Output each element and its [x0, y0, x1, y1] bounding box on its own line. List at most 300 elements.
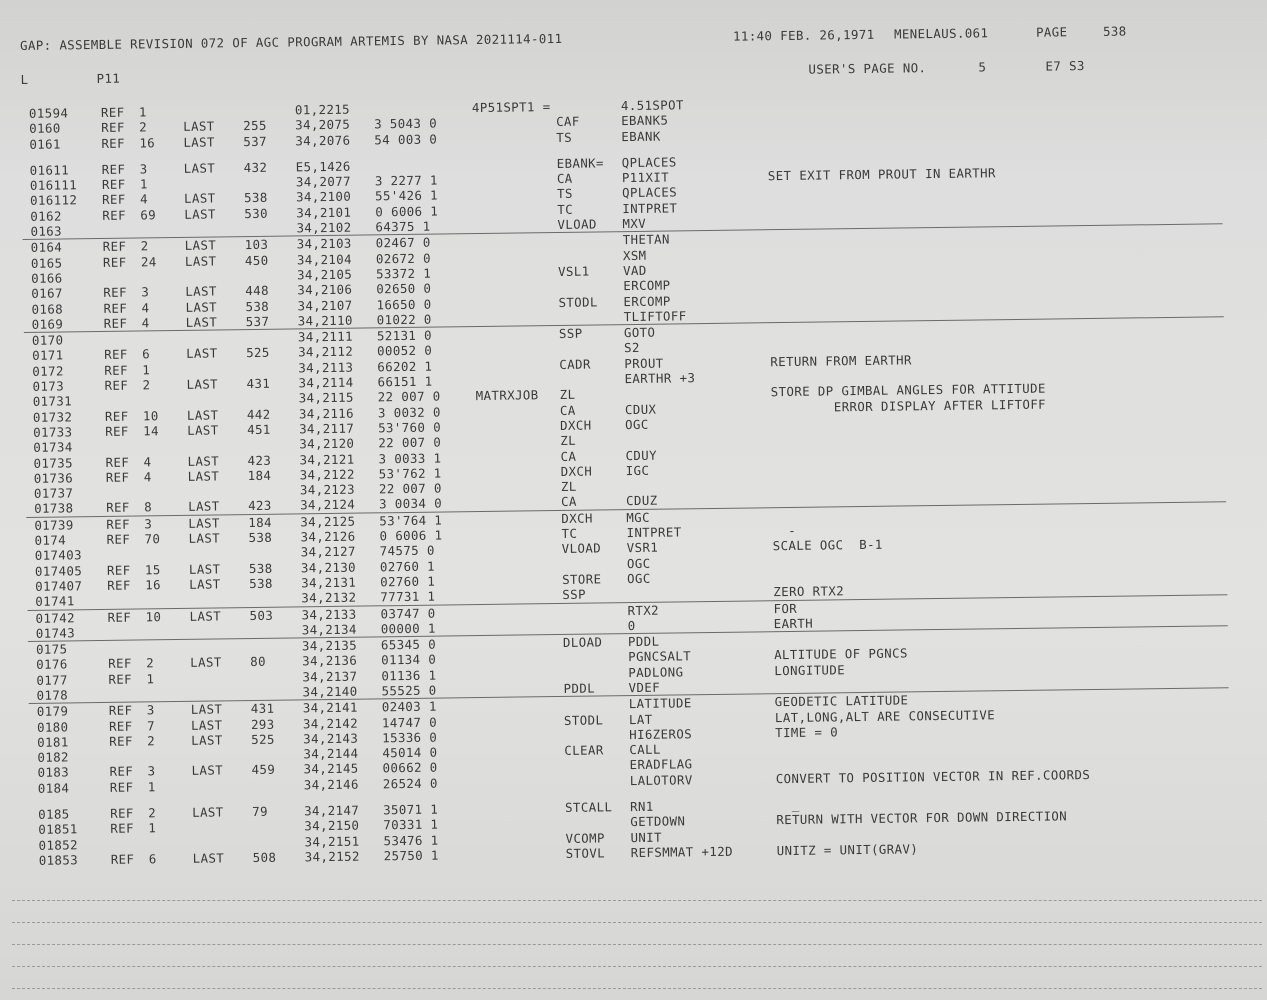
address: 34,2101 [296, 204, 352, 221]
address: 34,2150 [304, 817, 360, 834]
opcode: TS [556, 129, 573, 145]
ref-marker: REF [106, 562, 131, 578]
opcode: SSP [562, 586, 587, 603]
line-number: 016111 [29, 177, 78, 194]
ref-marker: REF [108, 718, 133, 734]
comment: SCALE OGC B-1 [772, 537, 883, 554]
address: 34,2076 [295, 132, 351, 148]
operand: CALL [629, 741, 661, 758]
last-marker: LAST [185, 299, 218, 315]
octal-code: 03747 0 [380, 605, 436, 621]
last-marker: LAST [191, 762, 224, 779]
ruled-line [12, 900, 1262, 901]
ref-marker: REF [110, 820, 135, 837]
address: 34,2136 [302, 653, 358, 669]
last-page: 538 [248, 529, 273, 546]
address: 34,2141 [302, 699, 358, 716]
last-page: 459 [251, 762, 276, 778]
line-number: 0173 [32, 378, 65, 394]
comment: EARTH [773, 615, 814, 631]
last-page: 525 [246, 345, 270, 361]
ref-marker: REF [104, 362, 129, 378]
opcode: VLOAD [561, 540, 602, 557]
octal-code: 02650 0 [376, 280, 432, 297]
opcode: VSL1 [558, 263, 590, 279]
line-number: 01736 [33, 470, 74, 486]
octal-code: 3 2277 1 [374, 172, 438, 189]
line-number: 0177 [36, 672, 68, 688]
ref-marker: REF [102, 239, 127, 255]
line-number: 017407 [35, 578, 83, 594]
octal-code: 02672 0 [375, 250, 432, 267]
operand: THETAN [622, 231, 670, 248]
operand: HI6ZEROS [629, 726, 693, 742]
ruled-line [12, 944, 1262, 945]
address: 34,2111 [297, 328, 354, 345]
octal-code: 01134 0 [381, 651, 437, 668]
address: 34,2134 [301, 621, 357, 638]
listing-rows [21, 90, 1231, 868]
address: 34,2127 [300, 543, 356, 560]
symbol-label: MATRXJOB [475, 387, 539, 404]
ref-marker: REF [109, 779, 134, 795]
comment: CONVERT TO POSITION VECTOR IN REF.COORDS [775, 766, 1091, 786]
operand: PROUT [624, 355, 664, 371]
line-number: 017403 [34, 547, 83, 564]
octal-code: 01022 0 [376, 311, 432, 328]
octal-code: 02403 1 [381, 698, 437, 715]
operand: PADLONG [628, 664, 684, 680]
operand: MXV [622, 215, 647, 232]
line-number: 0164 [30, 239, 63, 256]
ref-marker: REF [110, 851, 135, 867]
octal-code: 02760 1 [379, 558, 436, 574]
address: 34,2105 [297, 266, 353, 283]
opcode: DXCH [561, 510, 593, 526]
ref-count: 2 [142, 377, 151, 393]
octal-code: 00052 0 [377, 343, 433, 359]
ruled-line [12, 922, 1262, 923]
column-l: L [20, 71, 29, 87]
last-marker: LAST [186, 345, 218, 362]
ref-count: 4 [140, 191, 149, 207]
listing-title: GAP: ASSEMBLE REVISION 072 OF AGC PROGRAM ARTEMIS BY NASA 2021114-011 [20, 30, 563, 53]
address: 34,2110 [297, 312, 353, 329]
ref-count: 1 [138, 104, 147, 120]
last-page: 293 [250, 716, 275, 732]
last-page: 537 [245, 313, 270, 329]
octal-code: 22 007 0 [377, 388, 441, 405]
octal-code: 54 003 0 [374, 131, 438, 147]
last-page: 538 [245, 298, 270, 314]
last-marker: LAST [183, 134, 215, 150]
ref-count: 7 [146, 717, 155, 733]
line-number: 0168 [31, 301, 64, 317]
line-number: 0183 [37, 764, 70, 781]
address: 34,2140 [302, 683, 358, 700]
ref-marker: REF [100, 104, 125, 120]
octal-code: 00662 0 [382, 760, 438, 776]
last-page: 537 [243, 133, 268, 149]
line-number: 01741 [35, 593, 75, 610]
opcode: CADR [559, 356, 591, 372]
operand: ERCOMP [623, 277, 671, 294]
line-number: 01735 [33, 454, 73, 471]
operand: OGC [625, 416, 649, 433]
ref-count: 2 [148, 805, 157, 821]
address: 34,2131 [301, 574, 357, 591]
opcode: DXCH [560, 417, 592, 433]
address: 01,2215 [294, 101, 351, 118]
operand: CDUY [625, 447, 658, 463]
line-number: 0175 [35, 641, 68, 657]
ref-marker: REF [105, 423, 129, 439]
ref-count: 10 [145, 608, 162, 624]
address: 34,2116 [298, 405, 355, 422]
address: 34,2142 [302, 715, 359, 731]
opcode: CLEAR [564, 742, 604, 759]
ref-marker: REF [103, 315, 128, 331]
ref-count: 15 [144, 561, 161, 578]
ref-count: 3 [139, 161, 148, 177]
last-marker: LAST [189, 576, 221, 592]
last-page: 538 [248, 560, 273, 576]
ref-marker: REF [107, 577, 131, 593]
opcode: CA [559, 402, 576, 418]
page-label: PAGE [1035, 24, 1068, 40]
octal-code: 01136 1 [381, 667, 437, 684]
ref-count: 3 [147, 763, 156, 779]
octal-code: 66151 1 [377, 373, 433, 390]
ref-count: 1 [148, 820, 157, 836]
operand: REFSMMAT +12D [630, 843, 733, 861]
address: 34,2143 [303, 730, 359, 747]
last-marker: LAST [188, 498, 220, 515]
opcode: SSP [558, 325, 583, 342]
ref-marker: REF [101, 135, 126, 151]
address: 34,2144 [303, 745, 359, 762]
opcode: PDDL [563, 680, 596, 696]
ref-marker: REF [108, 671, 133, 687]
octal-code: 3 5043 0 [374, 115, 438, 132]
line-number: 0182 [37, 749, 69, 766]
operand: RN1 [630, 798, 654, 815]
line-number: 0163 [30, 223, 63, 239]
ref-marker: REF [101, 161, 126, 177]
users-page-number: 5 [978, 59, 987, 75]
opcode: VCOMP [565, 830, 605, 846]
opcode: ZL [560, 432, 577, 449]
line-number: 0184 [37, 780, 70, 796]
last-page: 442 [246, 406, 271, 422]
ref-marker: REF [103, 284, 128, 301]
address: 34,2132 [301, 589, 357, 606]
address: 34,2124 [300, 497, 356, 513]
comment: - [772, 522, 797, 539]
octal-code: 25750 1 [383, 847, 439, 864]
address: 34,2137 [302, 668, 358, 685]
address: 34,2125 [300, 513, 356, 530]
operand: P11XIT [621, 169, 670, 186]
octal-code: 74575 0 [379, 542, 435, 559]
ref-marker: REF [108, 655, 132, 672]
address: 34,2114 [298, 374, 354, 391]
listing-content [20, 22, 1231, 868]
line-number: 0166 [31, 270, 63, 286]
octal-code: 53'762 1 [378, 465, 442, 482]
line-number: 0179 [36, 703, 69, 720]
comment: TIME = 0 [775, 724, 839, 741]
ref-count: 1 [147, 779, 156, 795]
ref-marker: REF [105, 454, 130, 470]
octal-code: 70331 1 [383, 816, 439, 833]
octal-code: 53372 1 [376, 265, 432, 282]
address: 34,2147 [304, 802, 360, 819]
last-marker: LAST [189, 607, 222, 624]
octal-code: 00000 1 [380, 620, 436, 637]
ref-marker: REF [103, 300, 128, 316]
ref-marker: REF [107, 609, 132, 625]
line-number: 01739 [34, 517, 74, 533]
line-number: 0169 [31, 316, 64, 332]
line-number: 01734 [33, 439, 73, 456]
last-page: 431 [246, 375, 271, 392]
last-marker: LAST [183, 160, 216, 176]
last-marker: LAST [187, 468, 220, 484]
last-marker: LAST [186, 407, 219, 423]
octal-code: 65345 0 [380, 636, 437, 653]
operand: TLIFTOFF [623, 308, 687, 324]
last-marker: LAST [184, 206, 216, 222]
address: 34,2126 [300, 528, 356, 545]
ref-count: 2 [147, 733, 156, 749]
operand: CDUX [624, 401, 657, 417]
ref-marker: REF [106, 500, 130, 516]
ref-marker: REF [109, 733, 133, 749]
operand: QPLACES [621, 154, 677, 171]
address: 34,2121 [299, 451, 355, 467]
line-number: 0181 [37, 734, 69, 750]
ref-count: 3 [146, 702, 155, 718]
address: 34,2152 [304, 848, 360, 865]
address: 34,2135 [301, 637, 358, 654]
ref-count: 1 [139, 176, 148, 192]
last-marker: LAST [187, 452, 220, 469]
ref-marker: REF [106, 516, 131, 532]
octal-code: 16650 0 [376, 296, 432, 312]
line-number: 0174 [34, 532, 67, 548]
last-marker: LAST [185, 314, 218, 330]
last-marker: LAST [192, 850, 225, 866]
opcode: TC [557, 201, 574, 217]
operand: 4.51SPOT [620, 97, 684, 114]
line-number: 0160 [29, 120, 61, 137]
opcode: DLOAD [562, 634, 603, 651]
octal-code: 22 007 0 [378, 434, 442, 451]
line-number: 0170 [31, 332, 64, 349]
operand: 0 [627, 617, 636, 633]
operand: CDUZ [626, 493, 658, 509]
opcode: STCALL [565, 799, 613, 815]
ref-count: 3 [141, 284, 150, 300]
octal-code: 0 6006 1 [379, 527, 443, 544]
comment: ALTITUDE OF PGNCS [774, 645, 908, 663]
ref-marker: REF [102, 254, 127, 270]
ref-count: 4 [141, 315, 150, 331]
ref-count: 4 [141, 299, 150, 315]
octal-code: 3 0032 0 [377, 404, 441, 420]
comment: UNITZ = UNIT(GRAV) [776, 841, 919, 859]
octal-code: 52131 0 [376, 327, 433, 344]
octal-code: 45014 0 [382, 744, 438, 761]
address: 34,2117 [299, 420, 355, 437]
opcode: TC [561, 525, 578, 541]
octal-code: 55'426 1 [375, 188, 439, 204]
last-page: 103 [244, 237, 269, 253]
octal-code: 0 6006 1 [375, 203, 439, 220]
address: 34,2133 [301, 606, 357, 622]
line-number: 0162 [30, 208, 62, 224]
last-page: 538 [244, 190, 268, 206]
ref-marker: REF [104, 347, 128, 363]
octal-code: 53476 1 [383, 832, 439, 848]
ref-marker: REF [102, 207, 127, 223]
operand: OGC [627, 570, 651, 587]
line-number: 01852 [38, 836, 78, 853]
operand: ERADFLAG [629, 756, 693, 773]
operand: GOTO [623, 324, 656, 341]
last-marker: LAST [188, 515, 220, 531]
ref-count: 16 [145, 577, 161, 593]
address: E5,1426 [295, 158, 351, 175]
ref-count: 2 [140, 238, 149, 254]
octal-code: 35071 1 [383, 801, 439, 818]
ref-count: 4 [143, 469, 152, 485]
opcode: CA [560, 448, 577, 464]
last-page: 184 [248, 514, 273, 530]
octal-code: 55525 0 [381, 682, 437, 699]
ref-count: 1 [146, 670, 155, 687]
operand: VAD [622, 262, 647, 279]
line-number: 01742 [35, 609, 75, 626]
line-number: 0176 [36, 656, 68, 673]
last-page: 431 [250, 701, 275, 717]
last-marker: LAST [184, 237, 217, 254]
last-marker: LAST [190, 654, 222, 671]
operand: S2 [624, 340, 640, 356]
opcode: STODL [558, 294, 598, 310]
ref-marker: REF [104, 377, 129, 393]
address: 34,2102 [296, 219, 352, 236]
address: 34,2104 [296, 251, 353, 268]
operand: EBANK [621, 128, 661, 144]
opcode: CA [556, 170, 573, 187]
symbol-label: 4P51SPT1 = [471, 99, 551, 116]
page-number: 538 [1102, 23, 1127, 39]
address: 34,2115 [298, 390, 354, 406]
last-page: 255 [243, 118, 267, 134]
octal-code: 3 0034 0 [379, 495, 443, 512]
comment: ERROR DISPLAY AFTER LIFTOFF [770, 396, 1047, 415]
opcode: VLOAD [557, 216, 597, 233]
address: 34,2075 [295, 116, 351, 133]
line-number: 01731 [32, 393, 73, 410]
last-page: 450 [244, 252, 269, 268]
last-page: 451 [247, 421, 271, 437]
ref-count: 3 [144, 516, 153, 532]
ref-marker: REF [109, 764, 134, 780]
line-number: 01732 [32, 408, 73, 425]
last-marker: LAST [188, 530, 221, 546]
line-number: 01738 [34, 500, 74, 517]
last-page: 525 [251, 731, 275, 747]
opcode: ZL [559, 387, 576, 403]
octal-code: 3 0033 1 [378, 450, 442, 466]
line-number: 0180 [36, 719, 69, 735]
ref-count: 6 [148, 851, 157, 867]
address: 34,2103 [296, 236, 352, 252]
opcode: CA [561, 494, 577, 510]
opcode: TS [556, 186, 573, 202]
ref-count: 16 [139, 134, 156, 151]
address: 34,2106 [297, 281, 353, 298]
users-page-label: USER'S PAGE NO. [808, 60, 927, 77]
line-number: 0167 [31, 285, 63, 302]
ruled-line [12, 988, 1262, 989]
comment: STORE DP GIMBAL ANGLES FOR ATTITUDE [770, 380, 1046, 400]
users-page-extra: E7 S3 [1045, 58, 1085, 74]
comment: FOR [773, 600, 798, 616]
operand: QPLACES [621, 184, 678, 201]
last-page: 432 [243, 159, 268, 175]
address: 34,2123 [299, 481, 356, 498]
last-marker: LAST [190, 716, 223, 733]
last-page: 503 [249, 607, 274, 623]
operand: UNIT [630, 829, 663, 845]
ref-count: 2 [139, 119, 148, 135]
page-header [20, 22, 1220, 58]
ref-count: 10 [142, 407, 159, 424]
last-page: 79 [252, 803, 268, 820]
opcode: STODL [563, 712, 604, 728]
last-marker: LAST [190, 701, 223, 718]
last-page: 80 [250, 654, 267, 670]
line-number: 01743 [35, 625, 76, 641]
ref-count: 24 [140, 253, 157, 270]
line-number: 0171 [32, 347, 64, 364]
address: 34,2145 [303, 761, 359, 777]
line-number: 0172 [32, 363, 64, 379]
address: 34,2146 [303, 776, 359, 793]
operand: PGNCSALT [628, 648, 692, 665]
last-marker: LAST [185, 283, 217, 300]
comment: ZERO RTX2 [773, 583, 845, 600]
comment: RETURN WITH VECTOR FOR DOWN DIRECTION [776, 808, 1068, 828]
octal-code: 64375 1 [375, 218, 431, 235]
ref-count: 2 [146, 655, 155, 671]
last-marker: LAST [188, 561, 221, 577]
operand: OGC [626, 555, 651, 571]
octal-code: 53'760 0 [378, 419, 442, 436]
comment: SET EXIT FROM PROUT IN EARTHR [767, 165, 996, 184]
address: 34,2100 [296, 189, 352, 205]
line-number: 0161 [29, 136, 61, 152]
ref-count: 8 [144, 499, 153, 515]
operand: EARTHR +3 [624, 370, 696, 387]
opcode: EBANK= [556, 155, 604, 171]
line-number: 01737 [33, 485, 74, 501]
last-marker: LAST [187, 422, 219, 438]
